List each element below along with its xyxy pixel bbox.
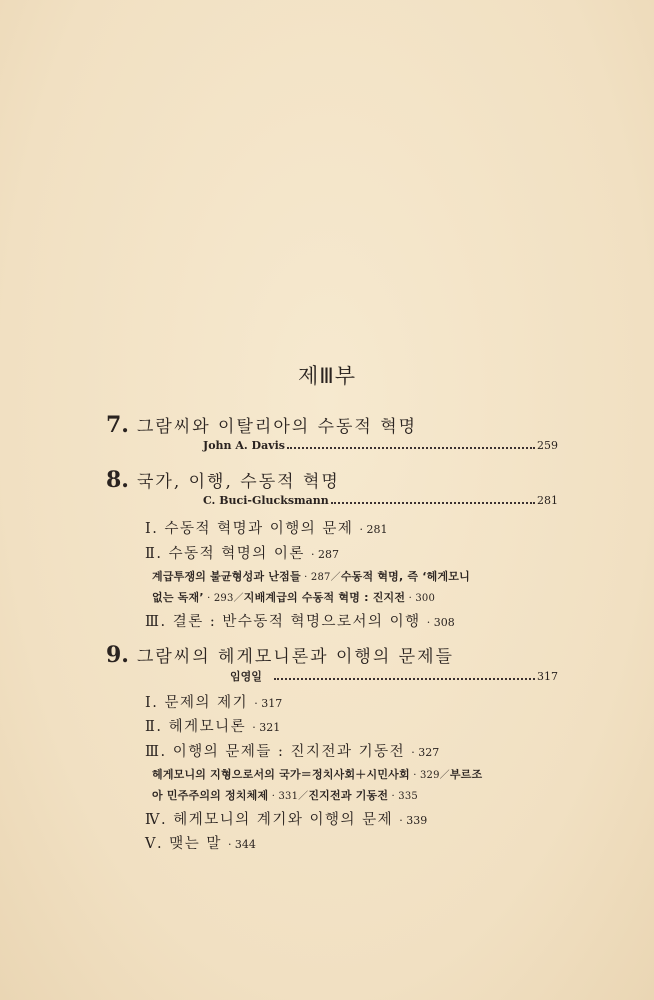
chapter-7-heading <box>106 412 417 438</box>
chapter-7-author-line <box>203 439 558 452</box>
section: Ⅱ. 헤게모니론 · 321 <box>145 719 281 735</box>
dot-leader <box>331 502 535 504</box>
section: Ⅲ. 이행의 문제들 : 진지전과 기동전 · 327 <box>145 744 440 760</box>
section: Ⅳ. 헤게모니의 계기와 이행의 문제 · 339 <box>145 812 428 828</box>
page-number: 259 <box>537 439 558 452</box>
subsection-line: 헤게모니의 지형으로서의 국가＝정치사회＋시민사회 · 329／부르조 <box>152 768 483 781</box>
chapter-9-heading <box>106 642 454 668</box>
part-title: 제Ⅲ부 <box>297 364 357 388</box>
subsection-line: 없는 독재’ · 293／지배계급의 수동적 혁명 : 진지전 · 300 <box>152 591 436 604</box>
chapter-8-heading <box>106 467 340 493</box>
subsection-line: 아 민주주의의 정치체제 · 331／진지전과 기동전 · 335 <box>152 789 418 802</box>
section: Ⅲ. 결론 : 반수동적 혁명으로서의 이행 · 308 <box>145 614 455 630</box>
author: 임영일 <box>230 670 262 683</box>
page-number: 281 <box>537 494 558 507</box>
dot-leader <box>287 447 535 449</box>
section: Ⅰ. 문제의 제기 · 317 <box>145 695 283 711</box>
chapter-title: 그람씨의 헤게모니론과 이행의 문제들 <box>136 647 454 667</box>
author: C. Buci-Glucksmann <box>203 494 329 507</box>
chapter-number: 7. <box>106 412 129 438</box>
section: Ⅱ. 수동적 혁명의 이론 · 287 <box>145 546 339 562</box>
chapter-number: 8. <box>106 467 129 493</box>
section: Ⅴ. 맺는 말 · 344 <box>145 836 256 852</box>
page-number: 317 <box>537 670 558 683</box>
subsection-line: 계급투쟁의 불균형성과 난점들 · 287／수동적 혁명, 즉 ‘헤게모니 <box>152 570 470 583</box>
chapter-9-author-line <box>230 668 558 684</box>
chapter-title: 국가, 이행, 수동적 혁명 <box>136 472 340 492</box>
chapter-number: 9. <box>106 642 129 668</box>
chapter-title: 그람씨와 이탈리아의 수동적 혁명 <box>136 417 418 437</box>
dot-leader <box>274 678 535 680</box>
section: Ⅰ. 수동적 혁명과 이행의 문제 · 281 <box>145 521 388 537</box>
author: John A. Davis <box>203 439 285 452</box>
chapter-8-author-line <box>203 494 558 507</box>
